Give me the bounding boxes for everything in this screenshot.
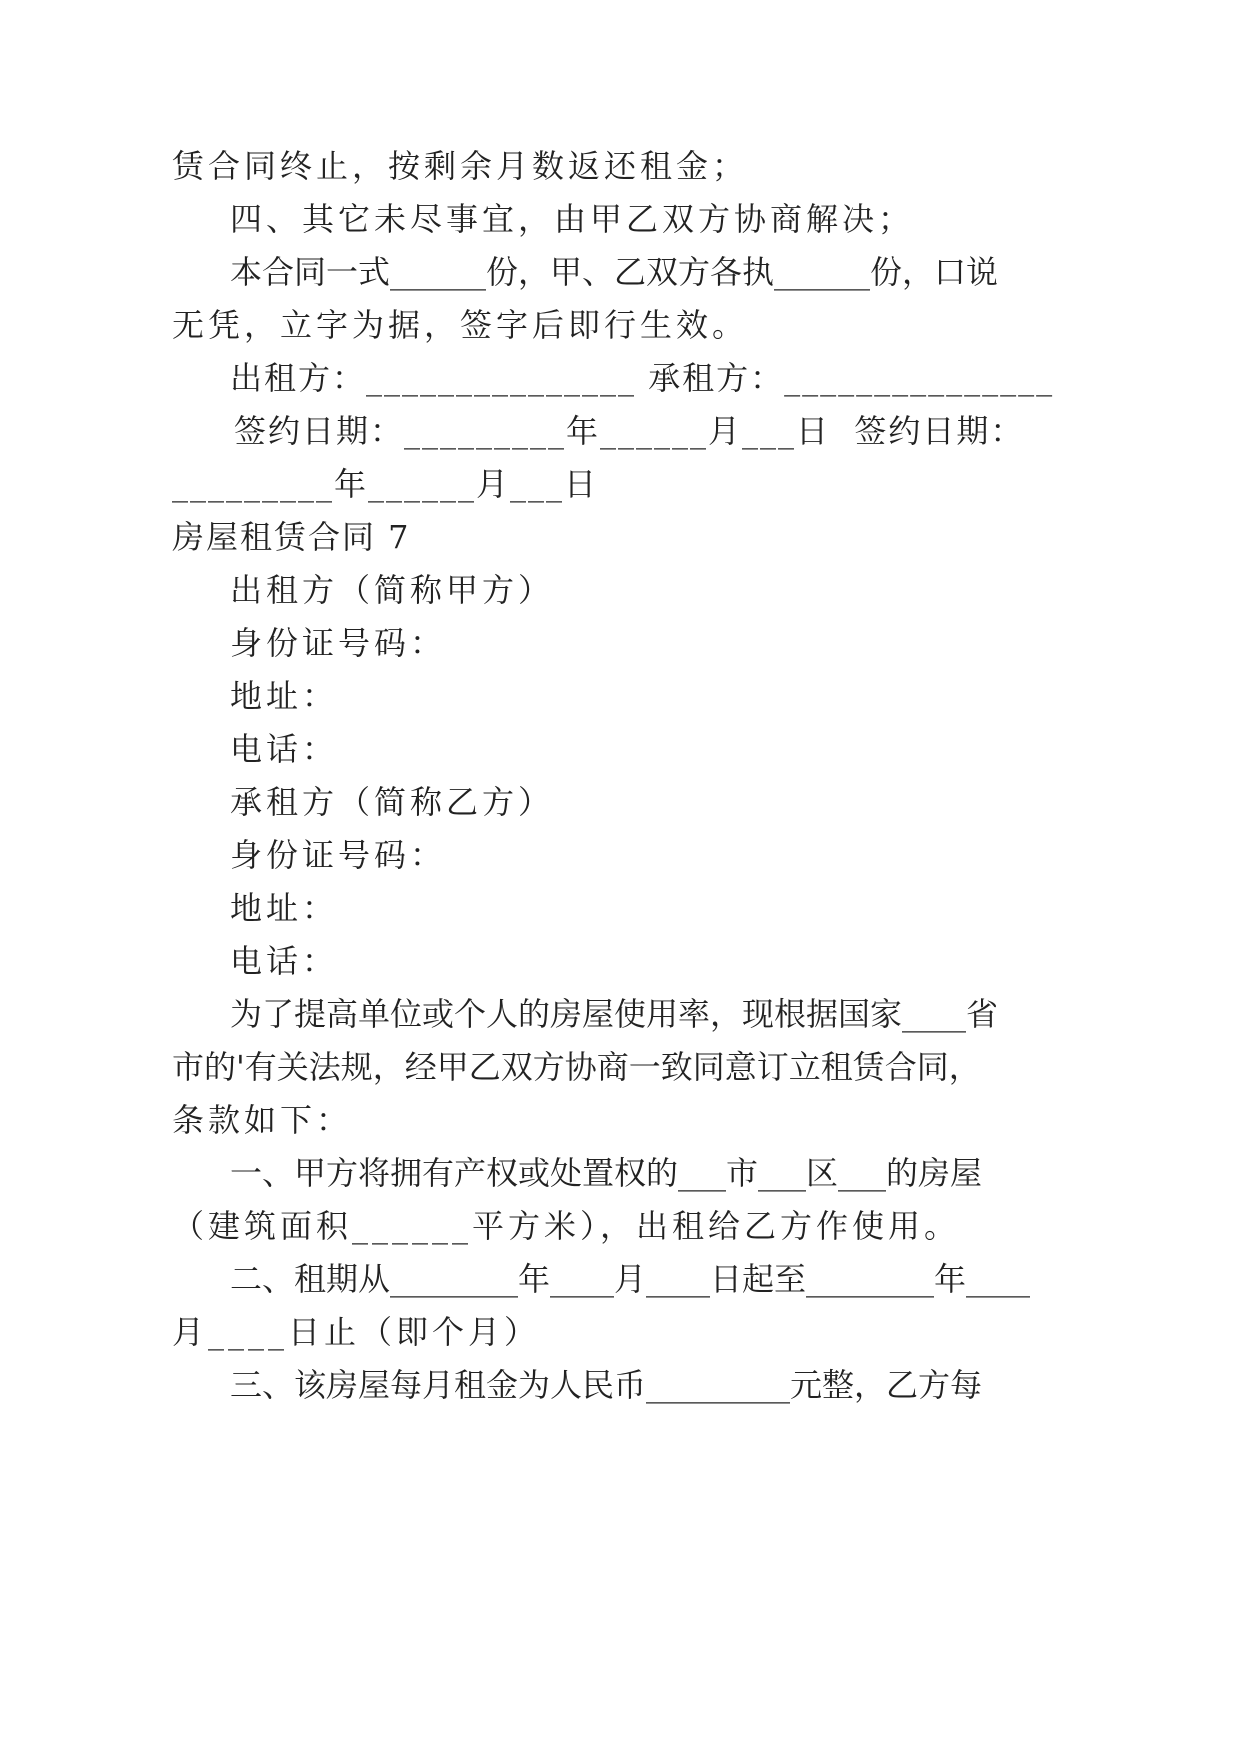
text-line: 赁合同终止，按剩余月数返还租金； (172, 147, 749, 185)
text-line: 无凭，立字为据，签字后即行生效。 (172, 306, 749, 344)
text-line: 市的'有关法规，经甲乙双方协商一致同意订立租赁合同， (172, 1048, 981, 1086)
text-line: _________年______月___日 (172, 465, 599, 503)
text-line: 出租方：_______________ 承租方：_______________ (230, 359, 1055, 397)
text-line: 地址： (230, 677, 339, 715)
text-line: 二、租期从________年____月____日起至________年____ (230, 1260, 1031, 1298)
text-line: 四、其它未尽事宜，由甲乙双方协商解决； (230, 200, 915, 238)
text-line: 一、甲方将拥有产权或处置权的___市___区___的房屋 (230, 1154, 983, 1192)
text-line: 本合同一式______份，甲、乙双方各执______份，口说 (230, 253, 999, 291)
text-line: 三、该房屋每月租金为人民币_________元整，乙方每 (230, 1366, 983, 1404)
text-line: 身份证号码： (230, 624, 447, 662)
text-line: 为了提高单位或个人的房屋使用率，现根据国家____省 (230, 995, 999, 1033)
text-line: 电话： (230, 730, 339, 768)
text-line: 身份证号码： (230, 836, 447, 874)
text-line: 承租方（简称乙方） (230, 783, 555, 821)
text-line: 月____日止（即个月） (172, 1313, 541, 1351)
text-line: 地址： (230, 889, 339, 927)
text-line: 签约日期：_________年______月___日 签约日期： (234, 412, 1025, 450)
text-line: （建筑面积______平方米），出租给乙方作使用。 (172, 1207, 961, 1245)
text-line: 条款如下： (172, 1101, 353, 1139)
text-line: 电话： (230, 942, 339, 980)
section-title: 房屋租赁合同 7 (172, 518, 411, 556)
text-line: 出租方（简称甲方） (230, 571, 555, 609)
